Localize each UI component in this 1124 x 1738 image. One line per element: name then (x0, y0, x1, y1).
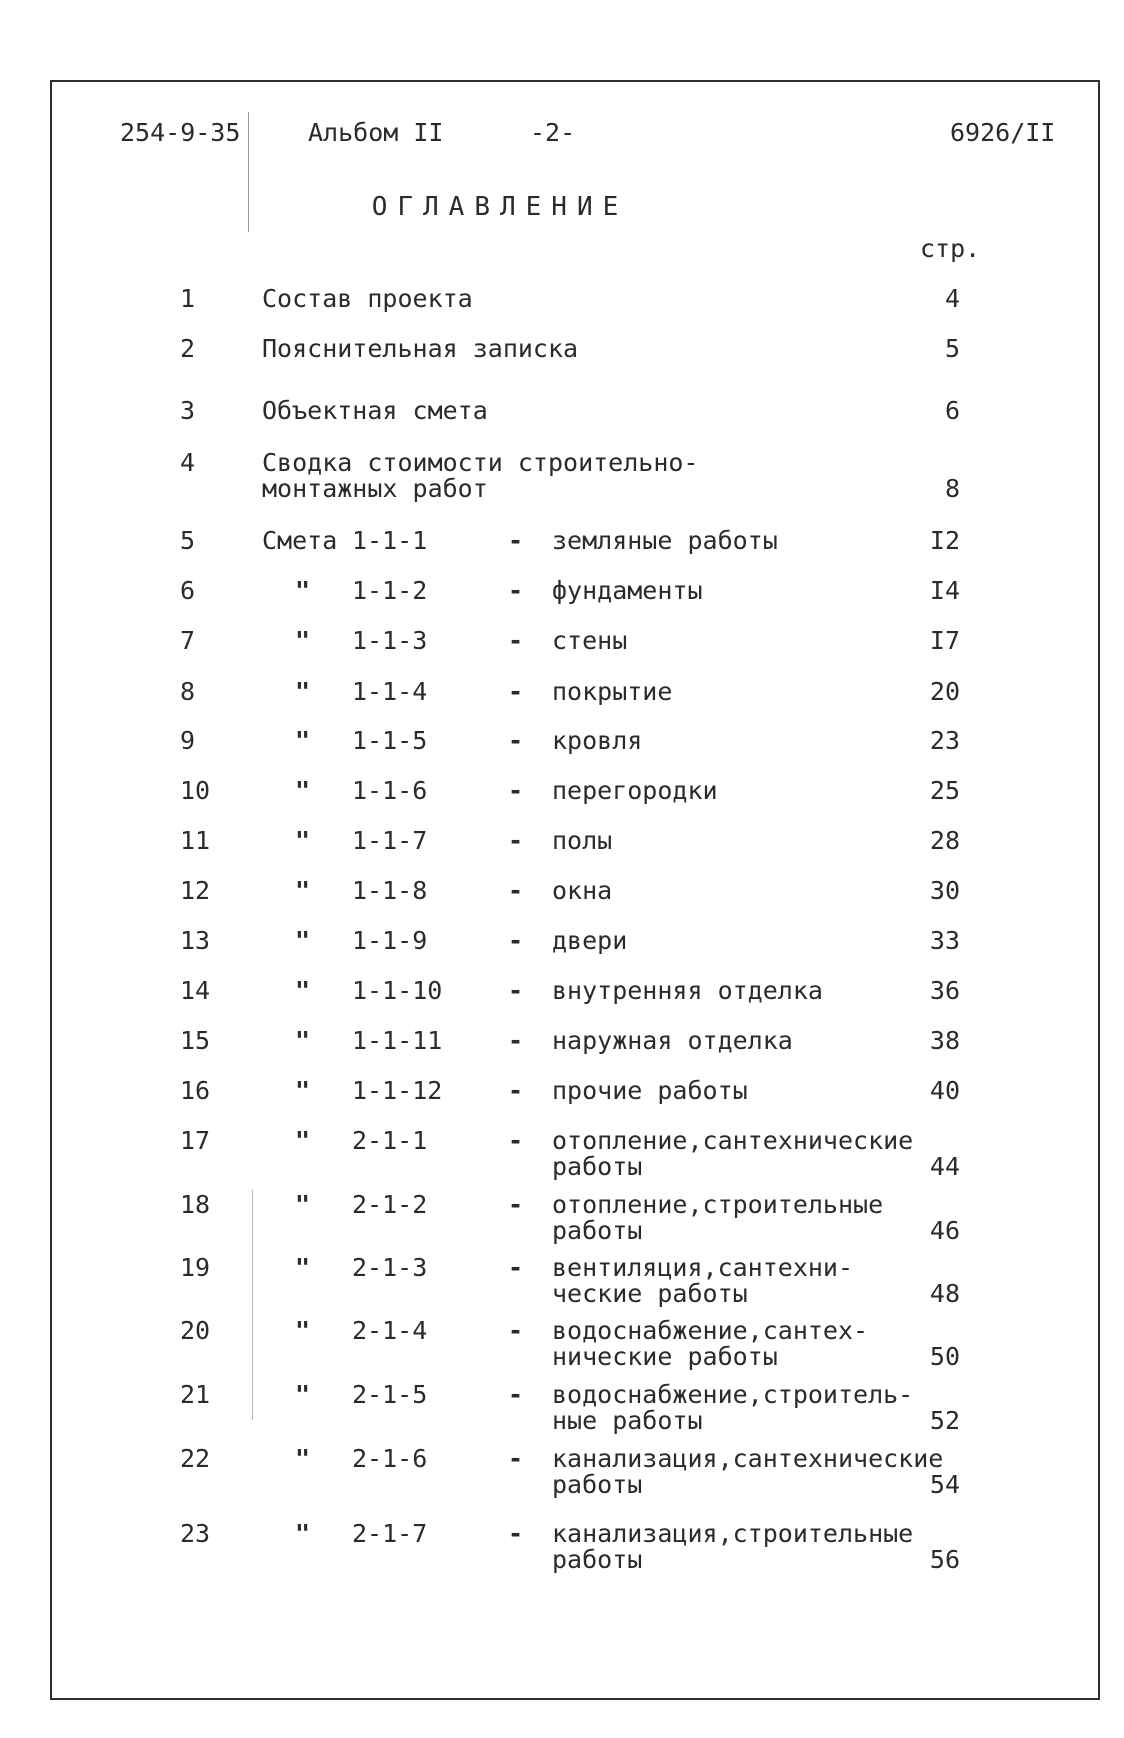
separator-dash: - (508, 576, 524, 605)
row-page: 8 (944, 474, 960, 503)
row-page: 52 (929, 1406, 960, 1435)
ditto-mark: " (295, 1253, 311, 1282)
separator-dash: - (508, 626, 524, 655)
estimate-code: 2-1-5 (352, 1380, 428, 1409)
description-line: покрытие (552, 677, 673, 706)
description-line: наружная отделка (552, 1026, 793, 1055)
ditto-mark: " (295, 1026, 311, 1055)
estimate-code: 1-1-5 (352, 726, 428, 755)
row-page: 50 (929, 1342, 960, 1371)
row-title-line: Сводка стоимости строительно- (262, 448, 699, 477)
description-line: перегородки (552, 776, 718, 805)
separator-dash: - (508, 876, 524, 905)
separator-dash: - (508, 1519, 524, 1548)
separator-dash: - (508, 1126, 524, 1155)
description-line: водоснабжение,строитель- (552, 1380, 914, 1409)
row-number: 13 (180, 926, 211, 955)
row-number: 4 (180, 448, 196, 477)
row-number: 14 (180, 976, 211, 1005)
ditto-mark: " (295, 1444, 311, 1473)
row-number: 10 (180, 776, 211, 805)
row-number: 22 (180, 1444, 211, 1473)
description-line: фундаменты (552, 576, 703, 605)
estimate-code: 2-1-2 (352, 1190, 428, 1219)
ditto-mark: " (295, 826, 311, 855)
row-number: 17 (180, 1126, 211, 1155)
separator-dash: - (508, 776, 524, 805)
description-line: прочие работы (552, 1076, 748, 1105)
estimate-code: 1-1-12 (352, 1076, 443, 1105)
estimate-code: 1-1-6 (352, 776, 428, 805)
estimate-code: 1-1-9 (352, 926, 428, 955)
estimate-code: 2-1-4 (352, 1316, 428, 1345)
separator-dash: - (508, 826, 524, 855)
row-title: Состав проекта (262, 284, 473, 313)
estimate-code: 1-1-3 (352, 626, 428, 655)
row-number: 9 (180, 726, 196, 755)
separator-dash: - (508, 1190, 524, 1219)
row-title: Объектная смета (262, 396, 488, 425)
ditto-mark: " (295, 1126, 311, 1155)
row-number: 3 (180, 396, 196, 425)
row-number: 16 (180, 1076, 211, 1105)
separator-dash: - (508, 1444, 524, 1473)
estimate-code: 1-1-1 (352, 526, 428, 555)
row-page: 30 (929, 876, 960, 905)
row-number: 23 (180, 1519, 211, 1548)
row-page: 36 (929, 976, 960, 1005)
row-page: 33 (929, 926, 960, 955)
ditto-mark: " (295, 1076, 311, 1105)
row-number: 2 (180, 334, 196, 363)
separator-dash: - (508, 677, 524, 706)
row-number: 19 (180, 1253, 211, 1282)
row-page: 5 (944, 334, 960, 363)
document-code: 254-9-35 (120, 118, 241, 147)
description-line: вентиляция,сантехни- (552, 1253, 854, 1282)
description-line: нические работы (552, 1342, 778, 1371)
album-label: Альбом II (308, 118, 444, 147)
row-title-line: монтажных работ (262, 474, 488, 503)
description-line: окна (552, 876, 613, 905)
row-title: Пояснительная записка (262, 334, 579, 363)
row-page: I2 (929, 526, 960, 555)
row-page: I4 (929, 576, 960, 605)
ditto-mark: " (295, 926, 311, 955)
row-page: 23 (929, 726, 960, 755)
estimate-code: 1-1-11 (352, 1026, 443, 1055)
page-number: -2- (530, 118, 576, 147)
ditto-mark: " (295, 776, 311, 805)
description-line: отопление,сантехнические (552, 1126, 914, 1155)
description-line: работы (552, 1470, 643, 1499)
row-number: 7 (180, 626, 196, 655)
row-number: 8 (180, 677, 196, 706)
row-number: 20 (180, 1316, 211, 1345)
description-line: отопление,строительные (552, 1190, 884, 1219)
ditto-mark: " (295, 1190, 311, 1219)
description-line: канализация,строительные (552, 1519, 914, 1548)
estimate-code: 2-1-6 (352, 1444, 428, 1473)
description-line: водоснабжение,сантех- (552, 1316, 869, 1345)
row-number: 1 (180, 284, 196, 313)
ditto-mark: " (295, 726, 311, 755)
row-number: 15 (180, 1026, 211, 1055)
description-line: ные работы (552, 1406, 703, 1435)
row-page: 38 (929, 1026, 960, 1055)
binding-line-lower (252, 1190, 253, 1420)
description-line: работы (552, 1152, 643, 1181)
description-line: двери (552, 926, 628, 955)
separator-dash: - (508, 726, 524, 755)
separator-dash: - (508, 1253, 524, 1282)
separator-dash: - (508, 1316, 524, 1345)
row-page: 20 (929, 677, 960, 706)
description-line: земляные работы (552, 526, 778, 555)
row-page: 44 (929, 1152, 960, 1181)
row-page: 48 (929, 1279, 960, 1308)
description-line: работы (552, 1216, 643, 1245)
estimate-code: 1-1-8 (352, 876, 428, 905)
row-number: 11 (180, 826, 211, 855)
row-number: 12 (180, 876, 211, 905)
ditto-mark: " (295, 677, 311, 706)
separator-dash: - (508, 926, 524, 955)
description-line: стены (552, 626, 628, 655)
row-page: 56 (929, 1545, 960, 1574)
separator-dash: - (508, 526, 524, 555)
row-title (262, 450, 822, 502)
row-page: 25 (929, 776, 960, 805)
inventory-number: 6926/II (950, 118, 1056, 147)
row-page: 54 (929, 1470, 960, 1499)
row-page: 28 (929, 826, 960, 855)
estimate-code: 1-1-7 (352, 826, 428, 855)
estimate-code: 1-1-10 (352, 976, 443, 1005)
ditto-mark: " (295, 576, 311, 605)
description-line: полы (552, 826, 613, 855)
row-page: 4 (944, 284, 960, 313)
row-page: 6 (944, 396, 960, 425)
row-page: 40 (929, 1076, 960, 1105)
ditto-mark: " (295, 1519, 311, 1548)
row-number: 21 (180, 1380, 211, 1409)
row-number: 18 (180, 1190, 211, 1219)
ditto-mark: " (295, 976, 311, 1005)
row-number: 5 (180, 526, 196, 555)
row-number: 6 (180, 576, 196, 605)
ditto-mark: " (295, 1380, 311, 1409)
page-title: ОГЛАВЛЕНИЕ (371, 192, 629, 222)
separator-dash: - (508, 1380, 524, 1409)
description-line: работы (552, 1545, 643, 1574)
estimate-code: 2-1-7 (352, 1519, 428, 1548)
estimate-code: 1-1-2 (352, 576, 428, 605)
description-line: канализация,сантехнические (552, 1444, 944, 1473)
ditto-mark: " (295, 876, 311, 905)
page-column-label: стр. (920, 234, 981, 263)
separator-dash: - (508, 1076, 524, 1105)
ditto-mark: " (295, 1316, 311, 1345)
estimate-code: 2-1-3 (352, 1253, 428, 1282)
description-line: ческие работы (552, 1279, 748, 1308)
estimate-code: 2-1-1 (352, 1126, 428, 1155)
separator-dash: - (508, 976, 524, 1005)
separator-dash: - (508, 1026, 524, 1055)
row-page: 46 (929, 1216, 960, 1245)
row-page: I7 (929, 626, 960, 655)
description-line: кровля (552, 726, 643, 755)
ditto-mark: " (295, 626, 311, 655)
description-line: внутренняя отделка (552, 976, 823, 1005)
estimate-label: Смета (262, 526, 338, 555)
estimate-code: 1-1-4 (352, 677, 428, 706)
